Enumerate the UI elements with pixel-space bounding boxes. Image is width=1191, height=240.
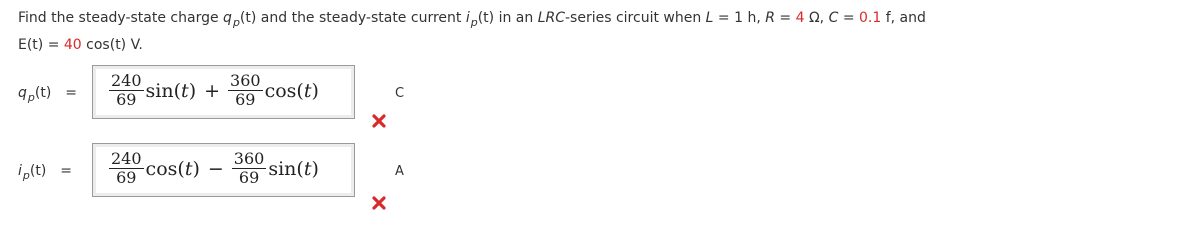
- q-subscript: p: [232, 16, 240, 29]
- i-symbol: i: [465, 10, 470, 26]
- numerator: 240: [111, 71, 142, 90]
- q-symbol: q: [223, 10, 232, 26]
- answer-label-current: [18, 163, 73, 182]
- function-arg: t: [184, 157, 193, 180]
- operator: −: [207, 157, 224, 180]
- answer-input-charge[interactable]: [92, 65, 355, 119]
- operator: +: [204, 79, 221, 102]
- denominator: 69: [116, 168, 137, 187]
- math-expression: [109, 72, 319, 109]
- math-expression: [109, 150, 319, 187]
- E-value: 40: [63, 37, 82, 53]
- incorrect-x-icon: [371, 195, 387, 211]
- answer-label-charge: [18, 85, 78, 104]
- function-term1: cos(t): [145, 157, 200, 180]
- C-value: 0.1: [859, 10, 882, 26]
- answer-input-current[interactable]: [92, 143, 355, 197]
- lrc-label: LRC: [537, 10, 565, 26]
- function-term2: cos(t): [264, 79, 319, 102]
- R-symbol: R: [765, 10, 775, 26]
- equals-sign: =: [65, 85, 78, 101]
- label-arg: (t): [34, 85, 52, 101]
- R-value: 4: [795, 10, 805, 26]
- numerator: 360: [230, 71, 261, 90]
- label-subscript: p: [27, 91, 35, 104]
- problem-text: -series circuit when: [565, 10, 706, 26]
- numerator: 240: [111, 149, 142, 168]
- problem-text: (t) and the steady-state current: [239, 10, 466, 26]
- problem-text: = 1 h,: [713, 10, 766, 26]
- function-term2: sin(t): [268, 157, 319, 180]
- problem-text: Find the steady-state charge: [18, 10, 224, 26]
- label-symbol: i: [18, 163, 22, 179]
- problem-text: =: [838, 10, 860, 26]
- unit-label-current: A: [395, 164, 404, 179]
- fraction-term2: [232, 150, 267, 187]
- function-arg: t: [181, 79, 189, 102]
- L-symbol: L: [705, 10, 714, 26]
- problem-text: (t) in an: [477, 10, 538, 26]
- unit-label-charge: C: [395, 86, 405, 101]
- numerator: 360: [233, 149, 265, 168]
- problem-text: Ω,: [804, 10, 829, 26]
- function-name: cos: [264, 79, 297, 102]
- label-symbol: q: [18, 85, 27, 101]
- denominator: 69: [116, 90, 137, 109]
- incorrect-x-icon: [371, 113, 387, 129]
- problem-text: cos(t) V.: [81, 37, 143, 53]
- label-arg: (t): [29, 163, 47, 179]
- fraction-term1: [109, 150, 144, 187]
- function-arg: t: [303, 157, 312, 180]
- function-term1: sin(t): [145, 79, 197, 102]
- fraction-term2: [228, 72, 263, 109]
- function-name: cos: [145, 157, 178, 180]
- i-subscript: p: [470, 16, 478, 29]
- fraction-term1: [109, 72, 144, 109]
- denominator: 69: [235, 90, 256, 109]
- denominator: 69: [238, 168, 260, 187]
- function-name: sin: [268, 157, 297, 180]
- problem-text: =: [774, 10, 796, 26]
- equals-sign: =: [60, 163, 73, 179]
- problem-statement: [18, 5, 1178, 59]
- C-symbol: C: [828, 10, 839, 26]
- problem-text: f, and: [881, 10, 926, 26]
- function-arg: t: [303, 79, 312, 102]
- label-subscript: p: [22, 169, 30, 182]
- function-name: sin: [145, 79, 174, 102]
- problem-text: E(t) =: [18, 37, 64, 53]
